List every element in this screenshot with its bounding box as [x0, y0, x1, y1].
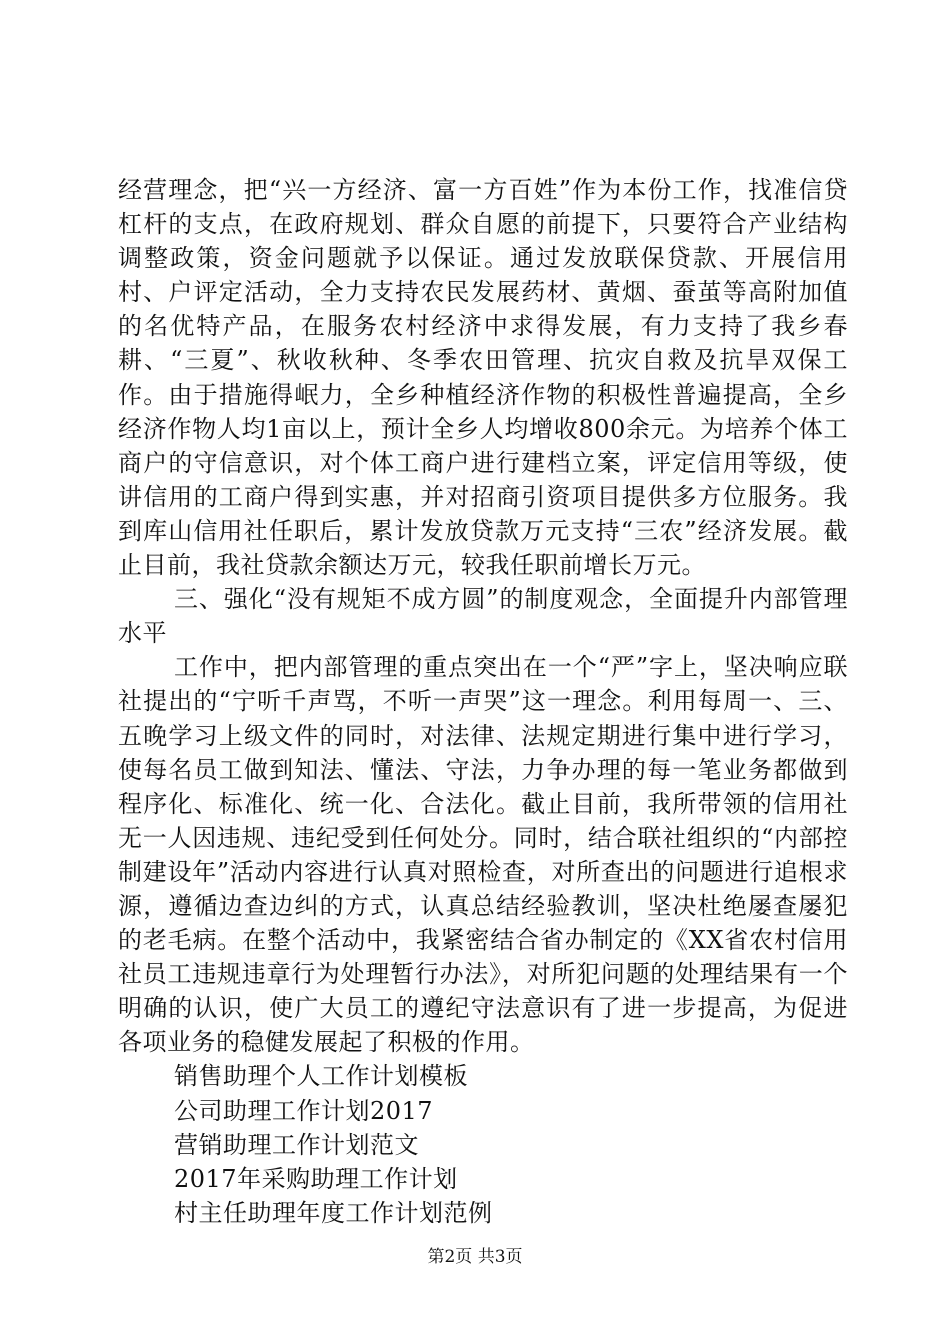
related-link-2[interactable]: 公司助理工作计划2017 [174, 1096, 434, 1125]
related-link-4[interactable]: 2017年采购助理工作计划 [174, 1164, 458, 1193]
section-heading-3: 三、强化“没有规矩不成方圆”的制度观念，全面提升内部管理水平 [118, 585, 848, 648]
body-paragraph-1: 经营理念，把“兴一方经济、富一方百姓”作为本份工作，找准信贷杠杆的支点，在政府规划、群众自愿的前提下，只要符合产业结构调整政策，资金问题就予以保证。通过发放联保贷款、开展信用村、户评定活动，全力支持农民发展药材、黄烟、蚕茧等高附加值的名优特产品，在服务农村经济中求得发展，有力支持了我乡春耕、“三夏”、秋收秋种、冬季农田管理、抗灾自救及抗旱双保工作。由于措施得岷力，全乡种植经济作物的积极性普遍提高，全乡经济作物人均1亩以上，预计全乡人均增收800余元。为培养个体工商户的守信意识，对个体工商户进行建档立案，评定信用等级，使讲信用的工商户得到实惠，并对招商引资项目提供多方位服务。我到库山信用社任职后，累计发放贷款万元支持“三农”经济发展。截止目前，我社贷款余额达万元，较我任职前增长万元。 [118, 176, 848, 580]
related-link-3[interactable]: 营销助理工作计划范文 [174, 1130, 419, 1159]
page-number: 第2页 共3页 [427, 1247, 523, 1267]
related-link-1[interactable]: 销售助理个人工作计划模板 [174, 1062, 468, 1091]
related-link-5[interactable]: 村主任助理年度工作计划范例 [174, 1198, 493, 1227]
document-body [118, 173, 848, 1230]
body-paragraph-2: 工作中，把内部管理的重点突出在一个“严”字上，坚决响应联社提出的“宁听千声骂，不听一声哭”这一理念。利用每周一、三、五晚学习上级文件的同时，对法律、法规定期进行集中进行学习，使每名员工做到知法、懂法、守法，力争办理的每一笔业务都做到程序化、标准化、统一化、合法化。截止目前，我所带领的信用社无一人因违规、违纪受到任何处分。同时，结合联社组织的“内部控制建设年”活动内容进行认真对照检查，对所查出的问题进行追根求源，遵循边查边纠的方式，认真总结经验教训，坚决杜绝屡查屡犯的老毛病。在整个活动中，我紧密结合省办制定的《XX省农村信用社员工违规违章行为处理暂行办法》，对所犯问题的处理结果有一个明确的认识，使广大员工的遵纪守法意识有了进一步提高，为促进各项业务的稳健发展起了积极的作用。 [118, 653, 848, 1057]
